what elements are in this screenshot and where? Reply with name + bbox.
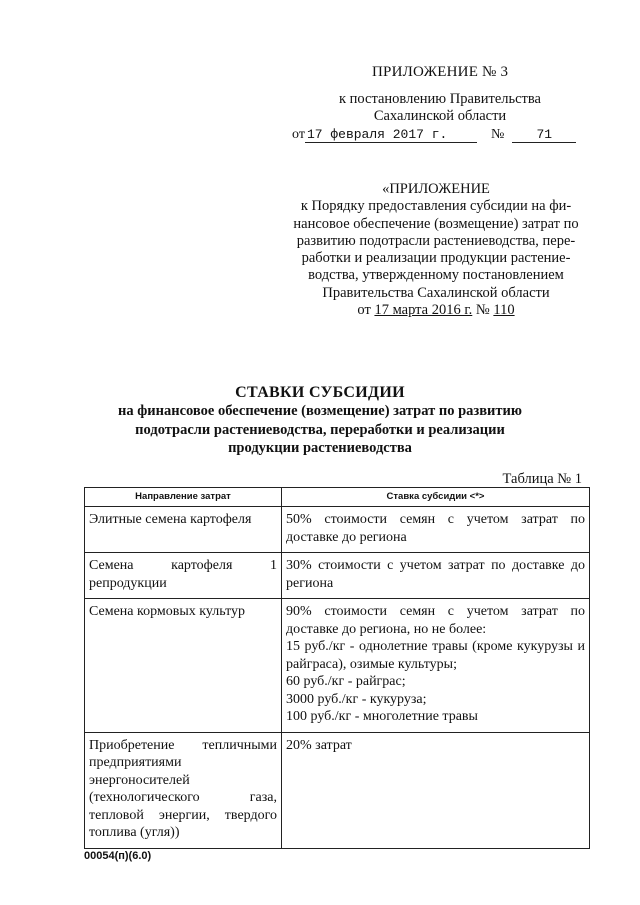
- cell-rate: [282, 599, 590, 733]
- page-title: СТАВКИ СУБСИДИИ: [235, 384, 405, 401]
- annex-reference-block: [280, 181, 592, 319]
- date-prefix: от: [292, 127, 305, 142]
- cell-rate: [282, 507, 590, 553]
- subtitle-line: на финансовое обеспечение (возмещение) затрат по развитию: [118, 403, 522, 419]
- document-code: 00054(п)(6.0): [84, 850, 152, 862]
- subtitle-line: подотрасли растениеводства, переработки и реализации: [135, 421, 505, 438]
- table-row: [85, 732, 590, 848]
- table-row: [85, 599, 590, 733]
- rate-line: 90% стоимости семян с учетом затрат по доставке до региона, но не более:: [286, 604, 585, 637]
- annex-date: 17 марта 2016 г.: [374, 302, 473, 319]
- appendix-title: ПРИЛОЖЕНИЕ № 3: [372, 64, 509, 80]
- cell-rate: [282, 732, 590, 848]
- resolution-ref-line-2: Сахалинской области: [373, 108, 507, 124]
- resolution-number: 71: [512, 127, 576, 143]
- annex-line: развитию подотрасли растениеводства, пере-: [296, 232, 576, 249]
- resolution-ref-line-1: к постановлению Правительства: [339, 91, 541, 107]
- annex-line: работки и реализации продукции растение-: [301, 250, 571, 267]
- number-sign: №: [490, 127, 505, 142]
- rate-line: 30% стоимости с учетом затрат по доставке до региона: [286, 558, 585, 591]
- cell-direction: Семена кормовых культур: [85, 599, 282, 733]
- annex-number: 110: [493, 302, 515, 319]
- column-header-rate: Ставка субсидии <*>: [282, 488, 590, 507]
- table-row: [85, 507, 590, 553]
- resolution-date-number: [292, 127, 576, 143]
- rate-line: 20% затрат: [286, 737, 352, 753]
- cell-direction: Элитные семена картофеля: [85, 507, 282, 553]
- subtitle-line: продукции растениеводства: [228, 440, 412, 456]
- cell-direction: Приобретение тепличными предприятиями энергоносителей (технологического газа, тепловой энергии, твердого топлива (угля)): [85, 732, 282, 848]
- annex-line: к Порядку предоставления субсидии на фи-: [300, 198, 572, 215]
- rate-line: 100 руб./кг - многолетние травы: [286, 709, 478, 724]
- cell-direction: Семена картофеля 1 репродукции: [85, 553, 282, 599]
- table-row: [85, 553, 590, 599]
- rate-line: 60 руб./кг - райграс;: [286, 674, 406, 689]
- column-header-direction: Направление затрат: [85, 488, 282, 507]
- cell-rate: [282, 553, 590, 599]
- rate-line: 50% стоимости семян с учетом затрат по доставке до региона: [286, 512, 585, 545]
- annex-line: нансовое обеспечение (возмещение) затрат по: [293, 215, 579, 232]
- resolution-date: 17 февраля 2017 г.: [305, 127, 477, 143]
- annex-date-number: [280, 302, 592, 319]
- page-subtitle: [80, 402, 560, 458]
- subsidy-rates-table: [84, 487, 590, 849]
- table-header-row: [85, 488, 590, 507]
- annex-line: водства, утвержденному постановлением: [308, 267, 564, 284]
- annex-date-prefix: от: [357, 302, 371, 319]
- annex-number-sign: №: [475, 302, 490, 319]
- resolution-reference: [300, 91, 580, 125]
- table-label: Таблица № 1: [502, 471, 582, 487]
- rate-line: 3000 руб./кг - кукуруза;: [286, 691, 427, 707]
- rate-line: 15 руб./кг - однолетние травы (кроме кукурузы и райграса), озимые культуры;: [286, 639, 585, 672]
- annex-line: Правительства Сахалинской области: [322, 284, 550, 301]
- annex-title: «ПРИЛОЖЕНИЕ: [382, 181, 490, 197]
